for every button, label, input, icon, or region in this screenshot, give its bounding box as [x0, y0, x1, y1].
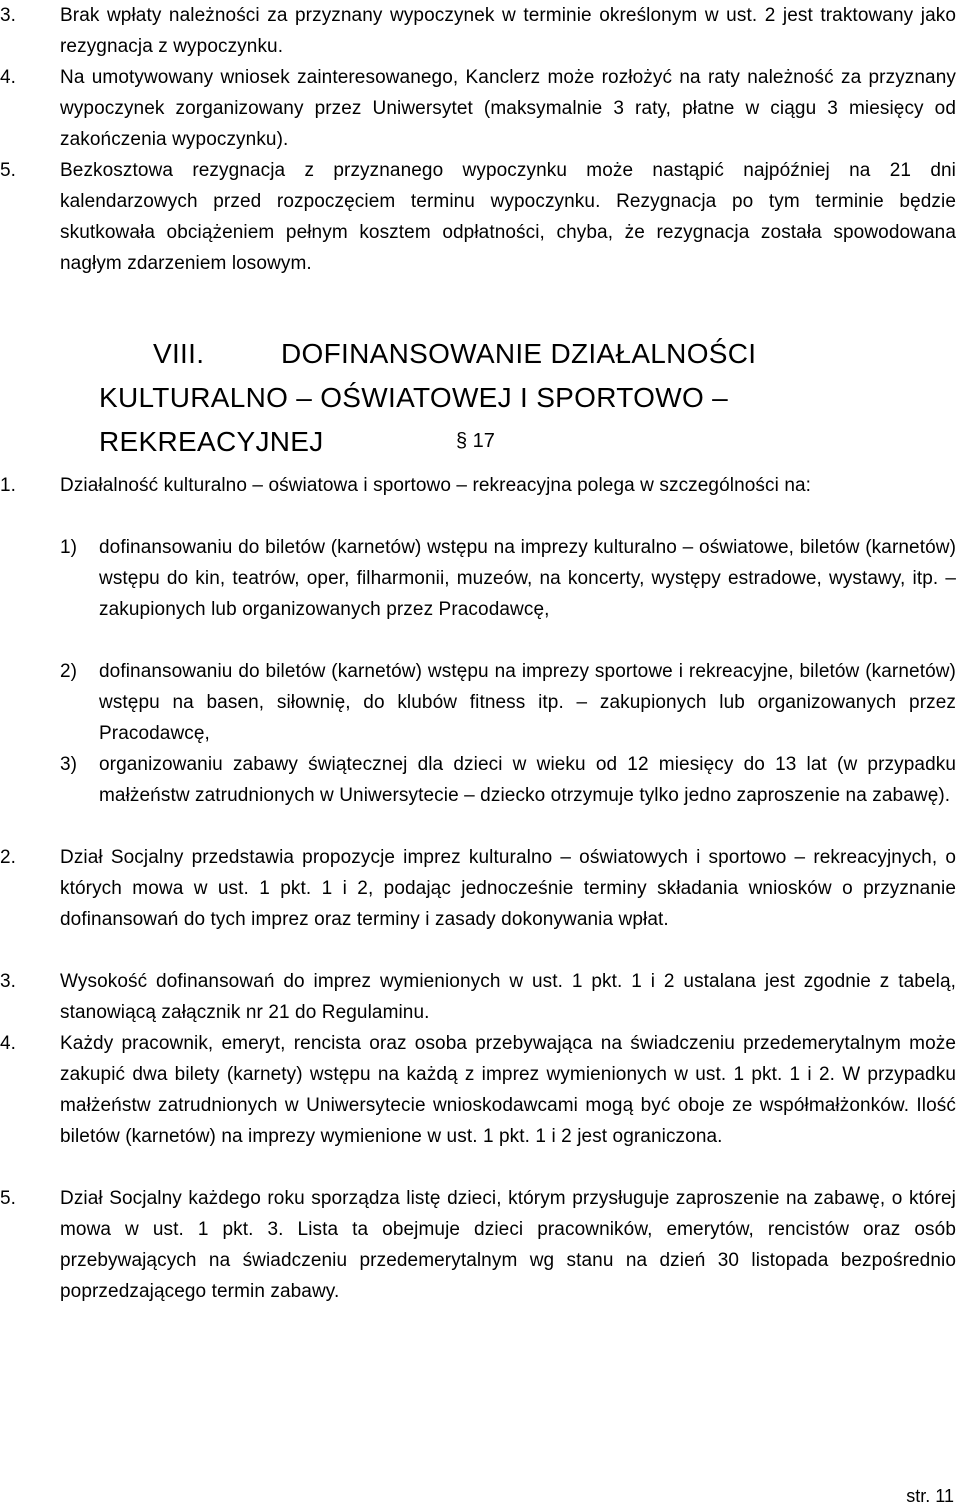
item-text: Wysokość dofinansowań do imprez wymienionych w ust. 1 pkt. 1 i 2 ustalana jest zgodnie z tabelą, stanowiącą załącznik nr 21 do Regulaminu.: [60, 971, 956, 1023]
item-number: 3.: [0, 971, 16, 992]
subitem-text: organizowaniu zabawy świątecznej dla dzieci w wieku od 12 miesięcy do 13 lat (w przypadku małżeństw zatrudnionych w Uniwersytecie – dziecko otrzymuje tylko jedno zaproszenie na zabawę).: [99, 754, 956, 806]
item-text: Brak wpłaty należności za przyznany wypoczynek w terminie określonym w ust. 2 jest traktowany jako rezygnacja z wypoczynku.: [60, 5, 956, 57]
item-text: Dział Socjalny przedstawia propozycje imprez kulturalno – oświatowych i sportowo – rekreacyjnych, o których mowa w ust. 1 pkt. 1 i 2, podając jednocześnie terminy składania wniosków o przyznanie dofinansowań do tych imprez oraz terminy i zasady dokonywania wpłat.: [60, 847, 956, 930]
chapter-number: VIII.: [153, 338, 205, 369]
chapter-heading: [99, 332, 959, 464]
paragraph-number: § 17: [456, 430, 495, 452]
item-number: 1.: [0, 475, 16, 496]
item-number: 4.: [0, 1033, 16, 1054]
subitem-text: dofinansowaniu do biletów (karnetów) wstępu na imprezy kulturalno – oświatowe, biletów (karnetów) wstępu do kin, teatrów, oper, filharmonii, muzeów, na koncerty, występy estradowe, wystawy, itp. – zakupionych lub organizowanych przez Pracodawcę,: [99, 537, 956, 620]
chapter-title-line2: KULTURALNO – OŚWIATOWEJ I SPORTOWO – REKREACYJNEJ: [99, 382, 728, 457]
subitem-number: 3): [60, 754, 77, 775]
item-number: 2.: [0, 847, 16, 868]
item-number: 3.: [0, 5, 16, 26]
subitem-number: 2): [60, 661, 77, 682]
item-number: 4.: [0, 67, 16, 88]
item-text: Na umotywowany wniosek zainteresowanego, Kanclerz może rozłożyć na raty należność za przyznany wypoczynek zorganizowany przez Uniwersytet (maksymalnie 3 raty, płatne w ciągu 3 miesięcy od zakończenia wypoczynku).: [60, 67, 956, 150]
chapter-title-line1: DOFINANSOWANIE DZIAŁALNOŚCI: [281, 338, 757, 369]
item-text: Dział Socjalny każdego roku sporządza listę dzieci, którym przysługuje zaproszenie na zabawę, o której mowa w ust. 1 pkt. 3. Lista ta obejmuje dzieci pracowników, emerytów, rencistów oraz osób przebywających na świadczeniu przedemerytalnym wg stanu na dzień 30 listopada bezpośrednio poprzedzającego termin zabawy.: [60, 1188, 956, 1302]
item-text: Działalność kulturalno – oświatowa i sportowo – rekreacyjna polega w szczególności na:: [60, 475, 812, 496]
item-number: 5.: [0, 160, 16, 181]
item-text: Bezkosztowa rezygnacja z przyznanego wypoczynku może nastąpić najpóźniej na 21 dni kalendarzowych przed rozpoczęciem terminu wypoczynku. Rezygnacja po tym terminie będzie skutkowała obciążeniem pełnym kosztem odpłatności, chyba, że rezygnacja została spowodowana nagłym zdarzeniem losowym.: [60, 160, 956, 274]
item-text: Każdy pracownik, emeryt, rencista oraz osoba przebywająca na świadczeniu przedemerytalnym może zakupić dwa bilety (karnety) wstępu na każdą z imprez wymienionych w ust. 1 pkt. 1 i 2. W przypadku małżeństw zatrudnionych w Uniwersytecie wnioskodawcami mogą być oboje ze współmałżonków. Ilość biletów (karnetów) na imprezy wymienione w ust. 1 pkt. 1 i 2 jest ograniczona.: [60, 1033, 956, 1147]
item-number: 5.: [0, 1188, 16, 1209]
page-number: str. 11: [906, 1486, 954, 1506]
subitem-number: 1): [60, 537, 77, 558]
subitem-text: dofinansowaniu do biletów (karnetów) wstępu na imprezy sportowe i rekreacyjne, biletów (karnetów) wstępu na basen, siłownię, do klubów fitness itp. – zakupionych lub organizowanych przez Pracodawcę,: [99, 661, 956, 744]
